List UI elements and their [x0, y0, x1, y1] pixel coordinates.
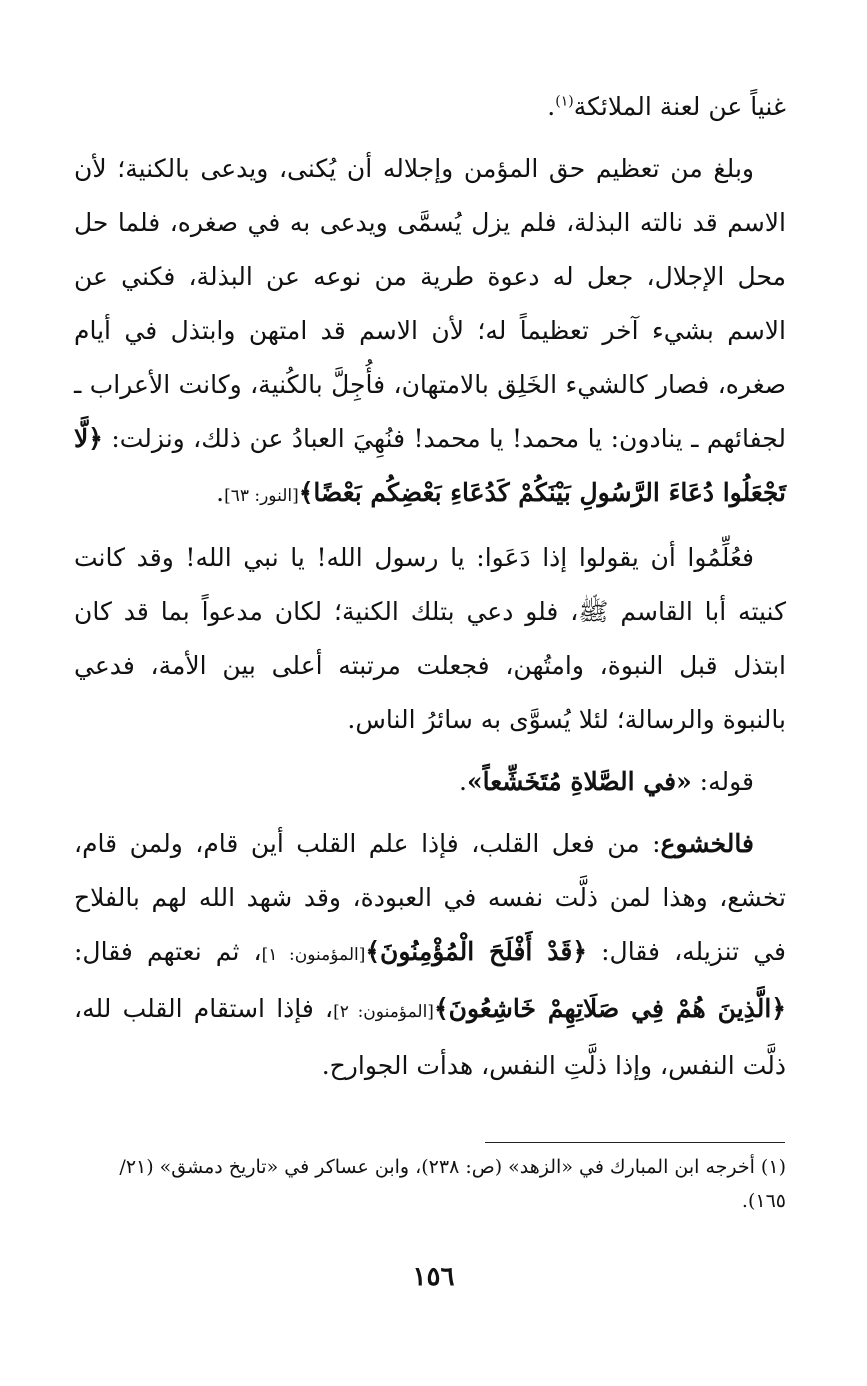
- main-text: [74, 80, 786, 1101]
- footnote-divider: [485, 1142, 785, 1143]
- quran-verse: ﴿قَدْ أَفْلَحَ الْمُؤْمِنُونَ﴾: [365, 937, 587, 966]
- paragraph-1: غنياً عن لعنة الملائكة$^{(١)}$.: [547, 92, 786, 121]
- paragraph-2: وبلغ من تعظيم حق المؤمن وإجلاله أن يُكنى، ويدعى بالكنية؛ لأن الاسم قد نالته البذلة، فلم يزل يُسمَّى ويدعى به في صغره، فلما حل محل الإجلال، جعل له دعوة طرية من نوعه عن البذلة، فكني عن الاسم بشيء آخر تعظيماً له؛ لأن الاسم قد امتهن وابتذل في أيام صغره، فصار كالشيء الخَلِق بالامتهان، فأُجِلَّ بالكُنية، وكانت الأعراب ـ لجفائهم ـ ينادون: يا محمد! يا محمد! فنُهِيَ العبادُ عن ذلك، ونزلت: ﴿لَّا تَجْعَلُوا دُعَاءَ الرَّسُولِ بَيْنَكُمْ كَدُعَاءِ بَعْضِكُم بَعْضًا﴾[النور: ٦٣].: [74, 154, 786, 507]
- page-number: ١٥٦: [412, 1262, 455, 1292]
- hadith-quote: «في الصَّلاةِ مُتَخَشِّعاً»: [466, 767, 692, 796]
- footnote-marker[interactable]: (١): [555, 93, 574, 110]
- term-khushu: فالخشوع: [660, 829, 754, 858]
- verse-reference: [النور: ٦٣]: [224, 486, 299, 506]
- quran-verse: ﴿لَّا تَجْعَلُوا دُعَاءَ الرَّسُولِ بَيْنَكُمْ كَدُعَاءِ بَعْضِكُم بَعْضًا﴾: [74, 424, 786, 507]
- quran-verse: ﴿الَّذِينَ هُمْ فِي صَلَاتِهِمْ خَاشِعُونَ﴾: [433, 994, 787, 1023]
- footnote: (١) أخرجه ابن المبارك في «الزهد» (ص: ٢٣٨)، وابن عساكر في «تاريخ دمشق» (٢١/ ١٦٥).: [119, 1156, 786, 1212]
- paragraph-4: قوله: «في الصَّلاةِ مُتَخَشِّعاً».: [459, 767, 754, 796]
- verse-reference: [المؤمنون: ١]: [261, 945, 366, 965]
- verse-reference: [المؤمنون: ٢]: [333, 1002, 434, 1022]
- paragraph-3: فعُلِّمُوا أن يقولوا إذا دَعَوا: يا رسول الله! يا نبي الله! وقد كانت كنيته أبا القاسم ﷺ، فلو دعي بتلك الكنية؛ لكان مدعواً بما قد كان ابتذل قبل النبوة، وامتُهن، فجعلت مرتبته أعلى بين الأمة، فدعي بالنبوة والرسالة؛ لئلا يُسوَّى به سائرُ الناس.: [74, 543, 786, 734]
- paragraph-5: فالخشوع: من فعل القلب، فإذا علم القلب أين قام، ولمن قام، تخشع، وهذا لمن ذلَّت نفسه في العبودة، وقد شهد الله لهم بالفلاح في تنزيله، فقال: ﴿قَدْ أَفْلَحَ الْمُؤْمِنُونَ﴾[المؤمنون: ١]، ثم نعتهم فقال: ﴿الَّذِينَ هُمْ فِي صَلَاتِهِمْ خَاشِعُونَ﴾[المؤمنون: ٢]، فإذا استقام القلب لله، ذلَّت النفس، وإذا ذلَّتِ النفس، هدأت الجوارح.: [74, 829, 787, 1080]
